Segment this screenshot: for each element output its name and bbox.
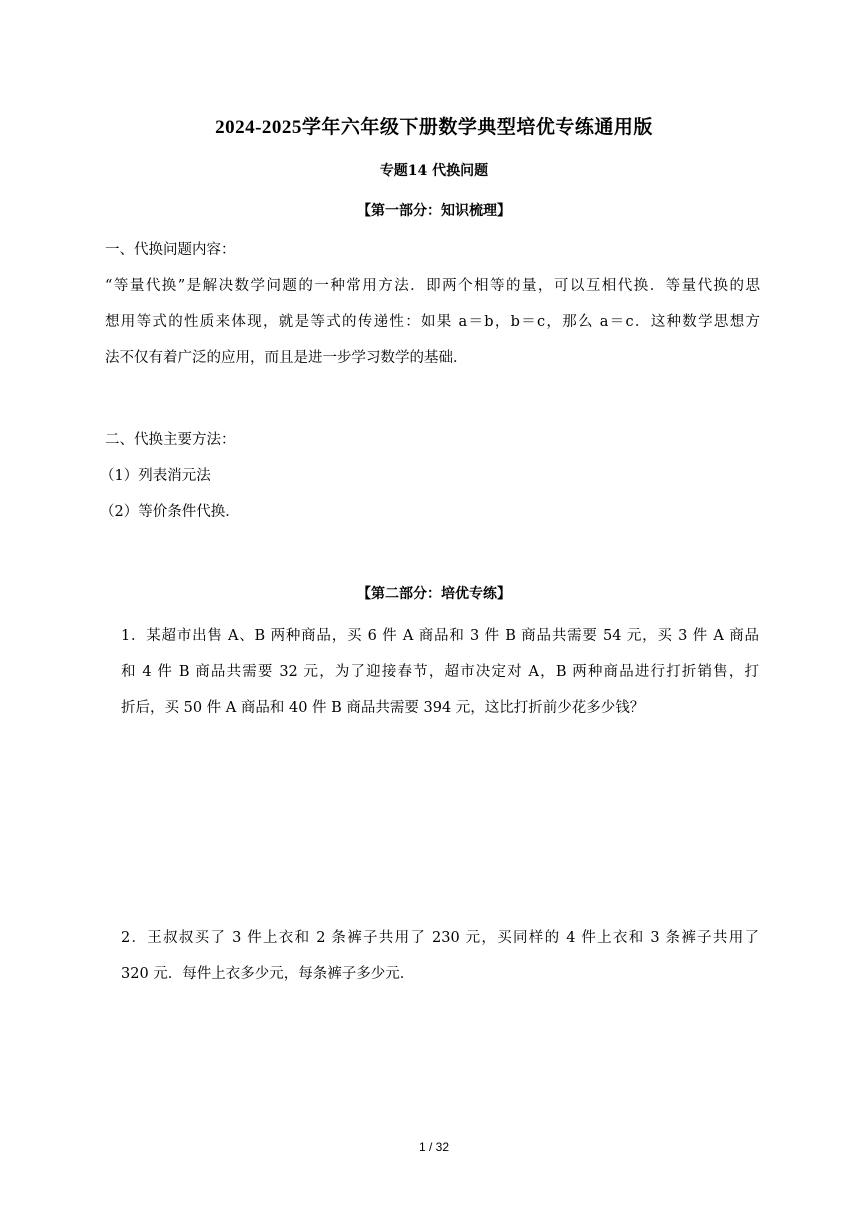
method-item-1: （1）列表消元法 bbox=[100, 468, 211, 484]
paragraph-line-1: “等量代换”是解决数学问题的一种常用方法．即两个相等的量，可以互相代换．等量代换的思 bbox=[105, 278, 760, 294]
section1-title: 一、代换问题内容： bbox=[105, 242, 236, 258]
document-title: 2024-2025学年六年级下册数学典型培优专练通用版 bbox=[215, 117, 653, 138]
page-number: 1 / 32 bbox=[418, 1140, 450, 1154]
question-2-line-2: 320 元．每件上衣多少元，每条裤子多少元． bbox=[121, 966, 415, 982]
part2-heading: 【第二部分：培优专练】 bbox=[357, 586, 511, 602]
topic-subtitle: 专题14 代换问题 bbox=[379, 163, 489, 179]
paragraph-line-2: 想用等式的性质来体现，就是等式的传递性：如果 a＝b，b＝c，那么 a＝c．这种数学思想方 bbox=[105, 314, 760, 330]
part1-heading: 【第一部分：知识梳理】 bbox=[357, 203, 511, 219]
paragraph-line-3: 法不仅有着广泛的应用，而且是进一步学习数学的基础． bbox=[105, 350, 468, 366]
question-1-line-1: 1．某超市出售 A、B 两种商品，买 6 件 A 商品和 3 件 B 商品共需要 54 元，买 3 件 A 商品 bbox=[121, 628, 759, 644]
section2-title: 二、代换主要方法： bbox=[105, 432, 236, 448]
method-item-2: （2）等价条件代换． bbox=[100, 504, 240, 520]
question-1-line-2: 和 4 件 B 商品共需要 32 元，为了迎接春节，超市决定对 A，B 两种商品进行打折销售，打 bbox=[121, 664, 759, 680]
question-2-line-1: 2．王叔叔买了 3 件上衣和 2 条裤子共用了 230 元，买同样的 4 件上衣和 3 条裤子共用了 bbox=[121, 930, 759, 946]
question-1-line-3: 折后，买 50 件 A 商品和 40 件 B 商品共需要 394 元，这比打折前少花多少钱？ bbox=[121, 700, 645, 716]
